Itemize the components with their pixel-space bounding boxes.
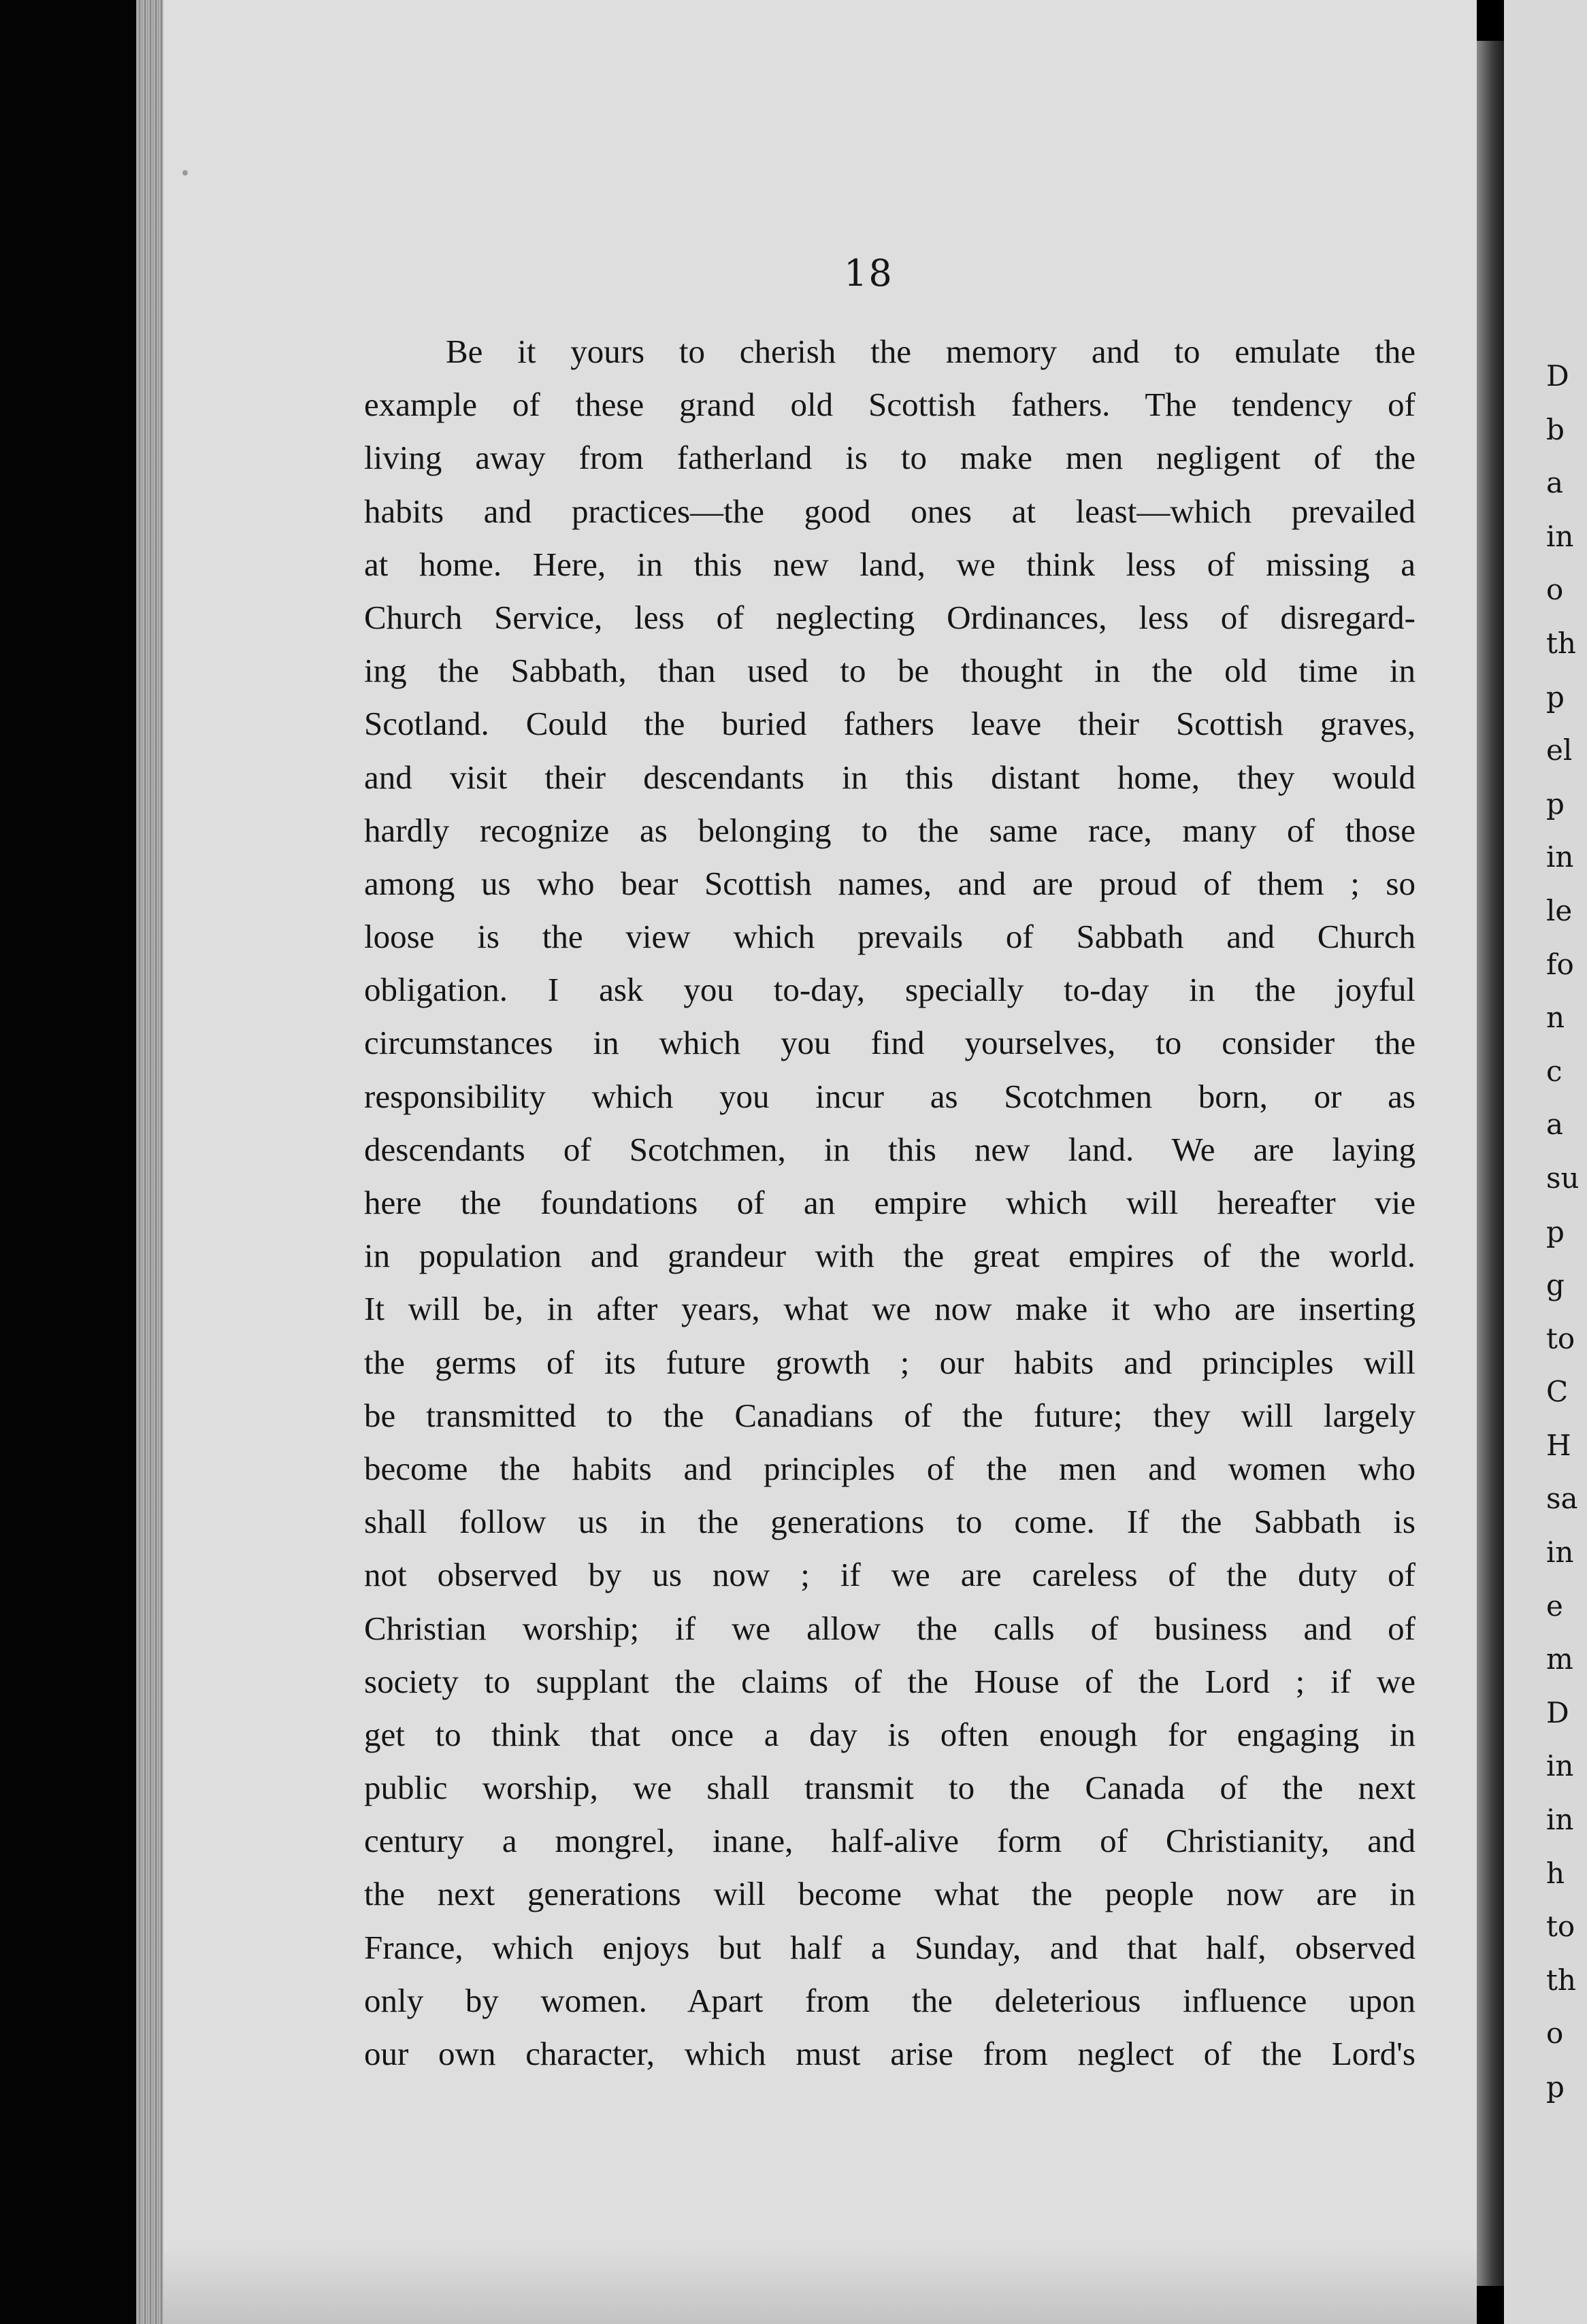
facing-line-fragment: m bbox=[1546, 1642, 1573, 1676]
facing-line-fragment: b bbox=[1546, 412, 1565, 446]
page-shadow bbox=[163, 2245, 1477, 2324]
facing-line-fragment: o bbox=[1546, 573, 1564, 607]
text-line: here the foundations of an empire which will hereafter vie bbox=[364, 1184, 1416, 1221]
text-line: among us who bear Scottish names, and are proud of them ; so bbox=[364, 864, 1416, 902]
facing-line-fragment: in bbox=[1546, 519, 1574, 553]
text-line: loose is the view which prevails of Sabbath and Church bbox=[364, 918, 1416, 956]
page-edges bbox=[136, 0, 163, 2324]
text-line: responsibility which you incur as Scotchmen born, or as bbox=[364, 1077, 1416, 1115]
text-line: descendants of Scotchmen, in this new land. We are laying bbox=[364, 1130, 1416, 1168]
facing-line-fragment: e bbox=[1546, 1589, 1563, 1623]
text-line: our own character, which must arise from neglect of the Lord's bbox=[364, 2035, 1416, 2072]
text-line: France, which enjoys but half a Sunday, and that half, observed bbox=[364, 1928, 1416, 1966]
facing-line-fragment: to bbox=[1546, 1910, 1575, 1944]
facing-line-fragment: o bbox=[1546, 2016, 1564, 2051]
facing-line-fragment: g bbox=[1546, 1268, 1565, 1302]
text-line: be transmitted to the Canadians of the future; they will largely bbox=[364, 1396, 1416, 1434]
text-line: century a mongrel, inane, half-alive form of Christianity, and bbox=[364, 1822, 1416, 1860]
facing-page-text bbox=[1546, 350, 1580, 2114]
text-line: not observed by us now ; if we are careless of the duty of bbox=[364, 1556, 1416, 1594]
facing-line-fragment: le bbox=[1546, 893, 1573, 927]
text-line: at home. Here, in this new land, we think less of missing a bbox=[364, 545, 1416, 583]
page-number: 18 bbox=[844, 252, 894, 295]
text-line: Christian worship; if we allow the calls of business and of bbox=[364, 1609, 1416, 1647]
text-line: Scotland. Could the buried fathers leave their Scottish graves, bbox=[364, 705, 1416, 743]
text-line: It will be, in after years, what we now make it who are inserting bbox=[364, 1290, 1416, 1328]
facing-line-fragment: a bbox=[1546, 466, 1564, 500]
facing-line-fragment: D bbox=[1546, 359, 1569, 393]
body-text bbox=[364, 325, 1416, 2080]
facing-line-fragment: a bbox=[1546, 1108, 1564, 1142]
facing-line-fragment: p bbox=[1546, 1214, 1565, 1248]
facing-line-fragment: el bbox=[1546, 733, 1573, 767]
text-line: become the habits and principles of the men and women who bbox=[364, 1449, 1416, 1487]
facing-line-fragment: D bbox=[1546, 1695, 1569, 1729]
text-line: ing the Sabbath, than used to be thought in the old time in bbox=[364, 652, 1416, 690]
facing-line-fragment: p bbox=[1546, 680, 1565, 714]
text-line: public worship, we shall transmit to the Canada of the next bbox=[364, 1769, 1416, 1807]
text-line: in population and grandeur with the great empires of the world. bbox=[364, 1237, 1416, 1275]
facing-line-fragment: n bbox=[1546, 1001, 1565, 1035]
facing-line-fragment: fo bbox=[1546, 947, 1574, 981]
facing-line-fragment: H bbox=[1546, 1428, 1571, 1462]
facing-line-fragment: c bbox=[1546, 1054, 1563, 1088]
facing-line-fragment: in bbox=[1546, 840, 1574, 874]
text-line: shall follow us in the generations to come. If the Sabbath is bbox=[364, 1503, 1416, 1541]
book-gutter bbox=[1477, 41, 1504, 2286]
text-line: only by women. Apart from the deleterious influence upon bbox=[364, 1981, 1416, 2019]
facing-line-fragment: h bbox=[1546, 1856, 1565, 1890]
text-line: and visit their descendants in this distant home, they would bbox=[364, 758, 1416, 796]
text-line: Church Service, less of neglecting Ordinances, less of disregard- bbox=[364, 598, 1416, 636]
text-line: example of these grand old Scottish fathers. The tendency of bbox=[364, 386, 1416, 424]
paper-speck bbox=[182, 170, 188, 176]
text-line: living away from fatherland is to make men negligent of the bbox=[364, 439, 1416, 477]
facing-line-fragment: su bbox=[1546, 1161, 1580, 1195]
facing-line-fragment: p bbox=[1546, 2070, 1565, 2104]
facing-line-fragment: in bbox=[1546, 1749, 1574, 1783]
facing-line-fragment: p bbox=[1546, 786, 1565, 820]
text-line: habits and practices—the good ones at least—which prevailed bbox=[364, 492, 1416, 530]
text-line: hardly recognize as belonging to the same race, many of those bbox=[364, 811, 1416, 849]
scan-border-left bbox=[0, 0, 136, 2324]
text-line: Be it yours to cherish the memory and to emulate the bbox=[446, 333, 1416, 370]
text-line: the next generations will become what the people now are in bbox=[364, 1875, 1416, 1913]
facing-line-fragment: sa bbox=[1546, 1482, 1578, 1516]
facing-line-fragment: to bbox=[1546, 1321, 1575, 1355]
text-line: get to think that once a day is often enough for engaging in bbox=[364, 1715, 1416, 1753]
text-line: society to supplant the claims of the House of the Lord ; if we bbox=[364, 1662, 1416, 1700]
facing-line-fragment: in bbox=[1546, 1536, 1574, 1570]
facing-line-fragment: C bbox=[1546, 1375, 1569, 1409]
text-line: the germs of its future growth ; our habits and principles will bbox=[364, 1343, 1416, 1381]
text-line: circumstances in which you find yourselves, to consider the bbox=[364, 1024, 1416, 1062]
facing-line-fragment: in bbox=[1546, 1803, 1574, 1837]
facing-line-fragment: th bbox=[1546, 1963, 1576, 1997]
text-line: obligation. I ask you to-day, specially to-day in the joyful bbox=[364, 971, 1416, 1009]
facing-line-fragment: th bbox=[1546, 626, 1576, 660]
